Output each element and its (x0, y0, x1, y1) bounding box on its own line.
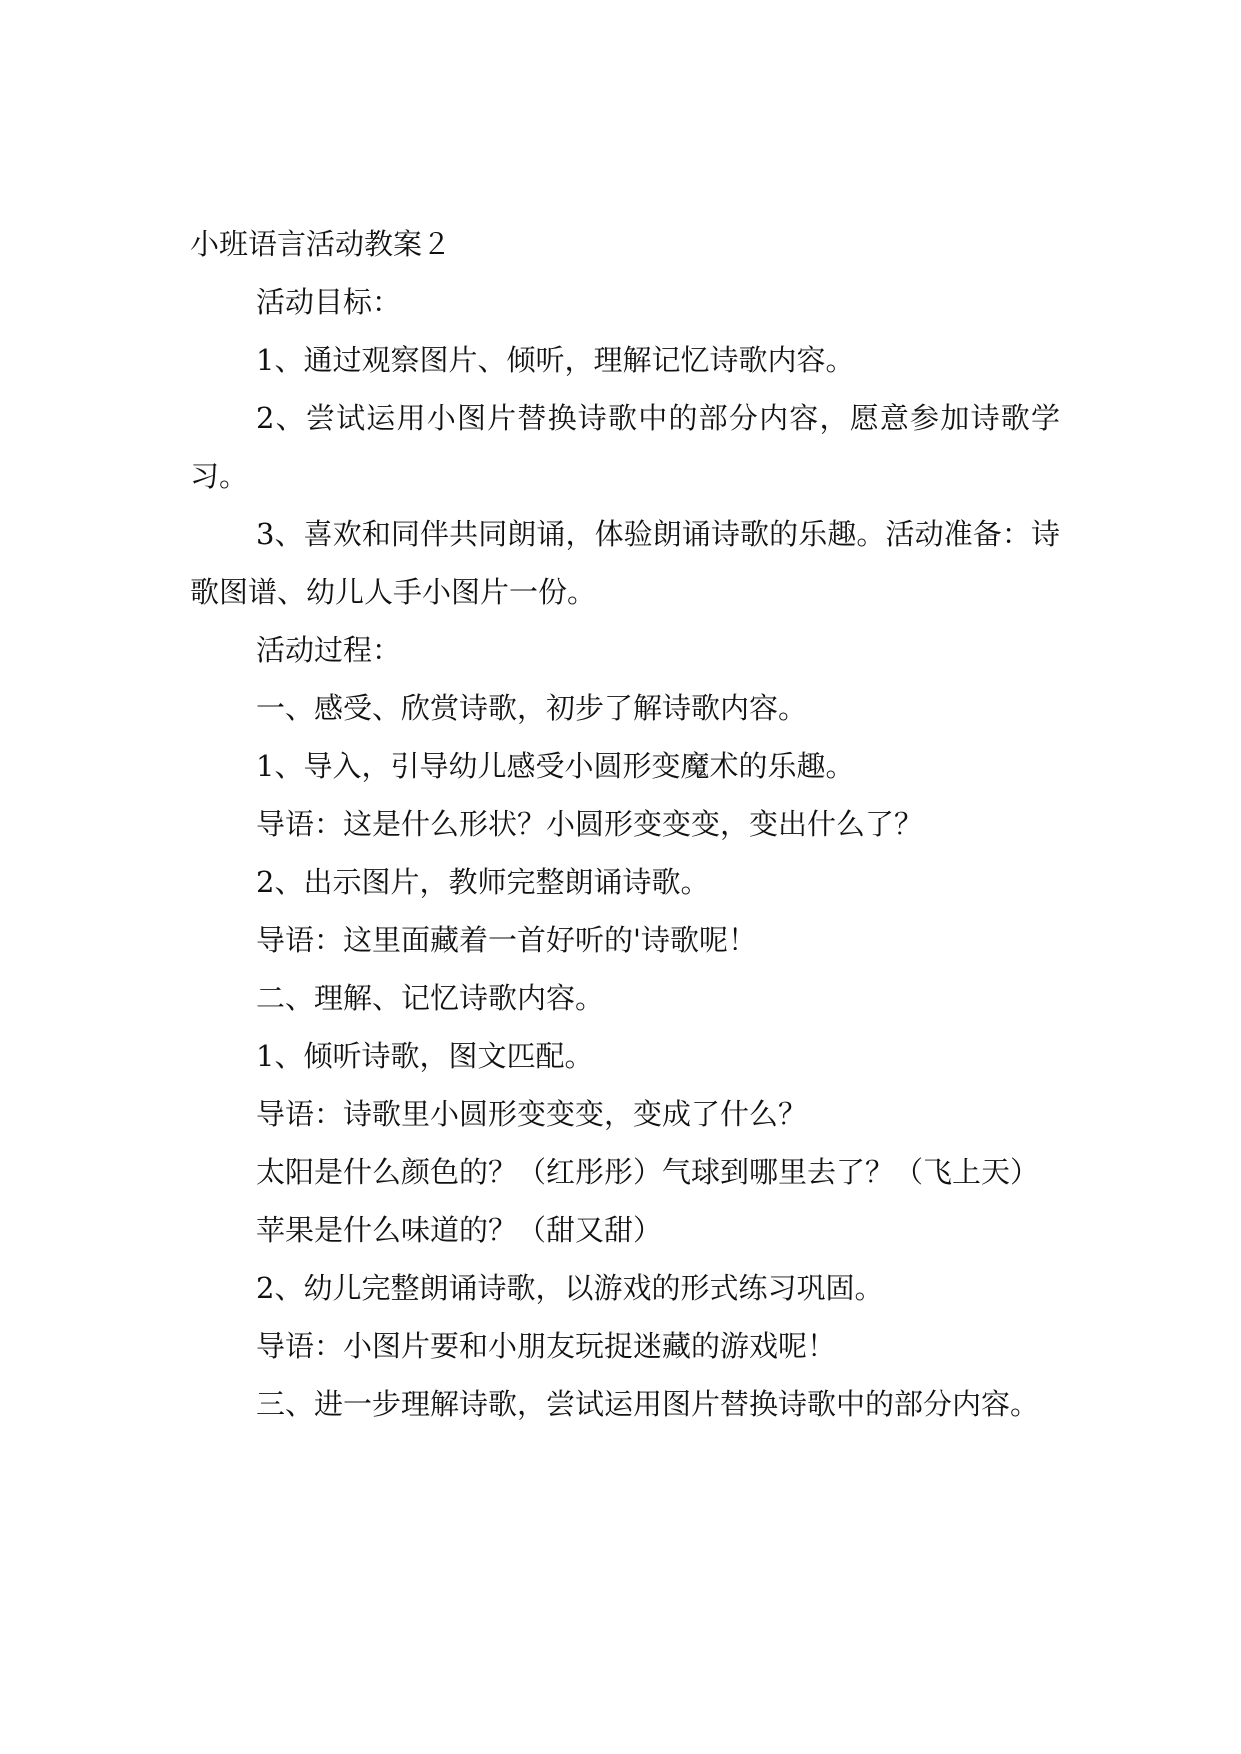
paragraph-activity-process: 活动过程： (256, 633, 402, 667)
paragraph-prompt-1: 导语：这是什么形状？小圆形变变变，变出什么了？ (256, 807, 924, 841)
paragraph-goal-3: 3、喜欢和同伴共同朗诵，体验朗诵诗歌的乐趣。活动准备：诗歌图谱、幼儿人手小图片一份。 (190, 517, 1060, 609)
document-page (190, 215, 1060, 1433)
paragraph-goal-1: 1、通过观察图片、倾听，理解记忆诗歌内容。 (256, 343, 855, 377)
paragraph-activity-goals: 活动目标： (256, 285, 402, 319)
paragraph-questions-2: 苹果是什么味道的？（甜又甜） (256, 1213, 663, 1247)
paragraph-prompt-4: 导语：小图片要和小朋友玩捉迷藏的游戏呢！ (256, 1329, 837, 1363)
paragraph-prompt-3: 导语：诗歌里小圆形变变变，变成了什么？ (256, 1097, 808, 1131)
paragraph-step-1-2: 2、出示图片，教师完整朗诵诗歌。 (256, 865, 710, 899)
paragraph-prompt-2: 导语：这里面藏着一首好听的'诗歌呢！ (256, 923, 757, 957)
paragraph-section-2: 二、理解、记忆诗歌内容。 (256, 981, 605, 1015)
paragraph-section-1: 一、感受、欣赏诗歌，初步了解诗歌内容。 (256, 691, 808, 725)
paragraph-step-2-2: 2、幼儿完整朗诵诗歌，以游戏的形式练习巩固。 (256, 1271, 884, 1305)
paragraph-step-2-1: 1、倾听诗歌，图文匹配。 (256, 1039, 594, 1073)
paragraph-goal-2: 2、尝试运用小图片替换诗歌中的部分内容，愿意参加诗歌学习。 (190, 401, 1060, 493)
paragraph-questions-1: 太阳是什么颜色的？（红彤彤）气球到哪里去了？（飞上天） (256, 1155, 1040, 1189)
paragraph-step-1-1: 1、导入，引导幼儿感受小圆形变魔术的乐趣。 (256, 749, 855, 783)
document-title: 小班语言活动教案２ (190, 227, 452, 261)
paragraph-section-3: 三、进一步理解诗歌，尝试运用图片替换诗歌中的部分内容。 (256, 1387, 1040, 1421)
